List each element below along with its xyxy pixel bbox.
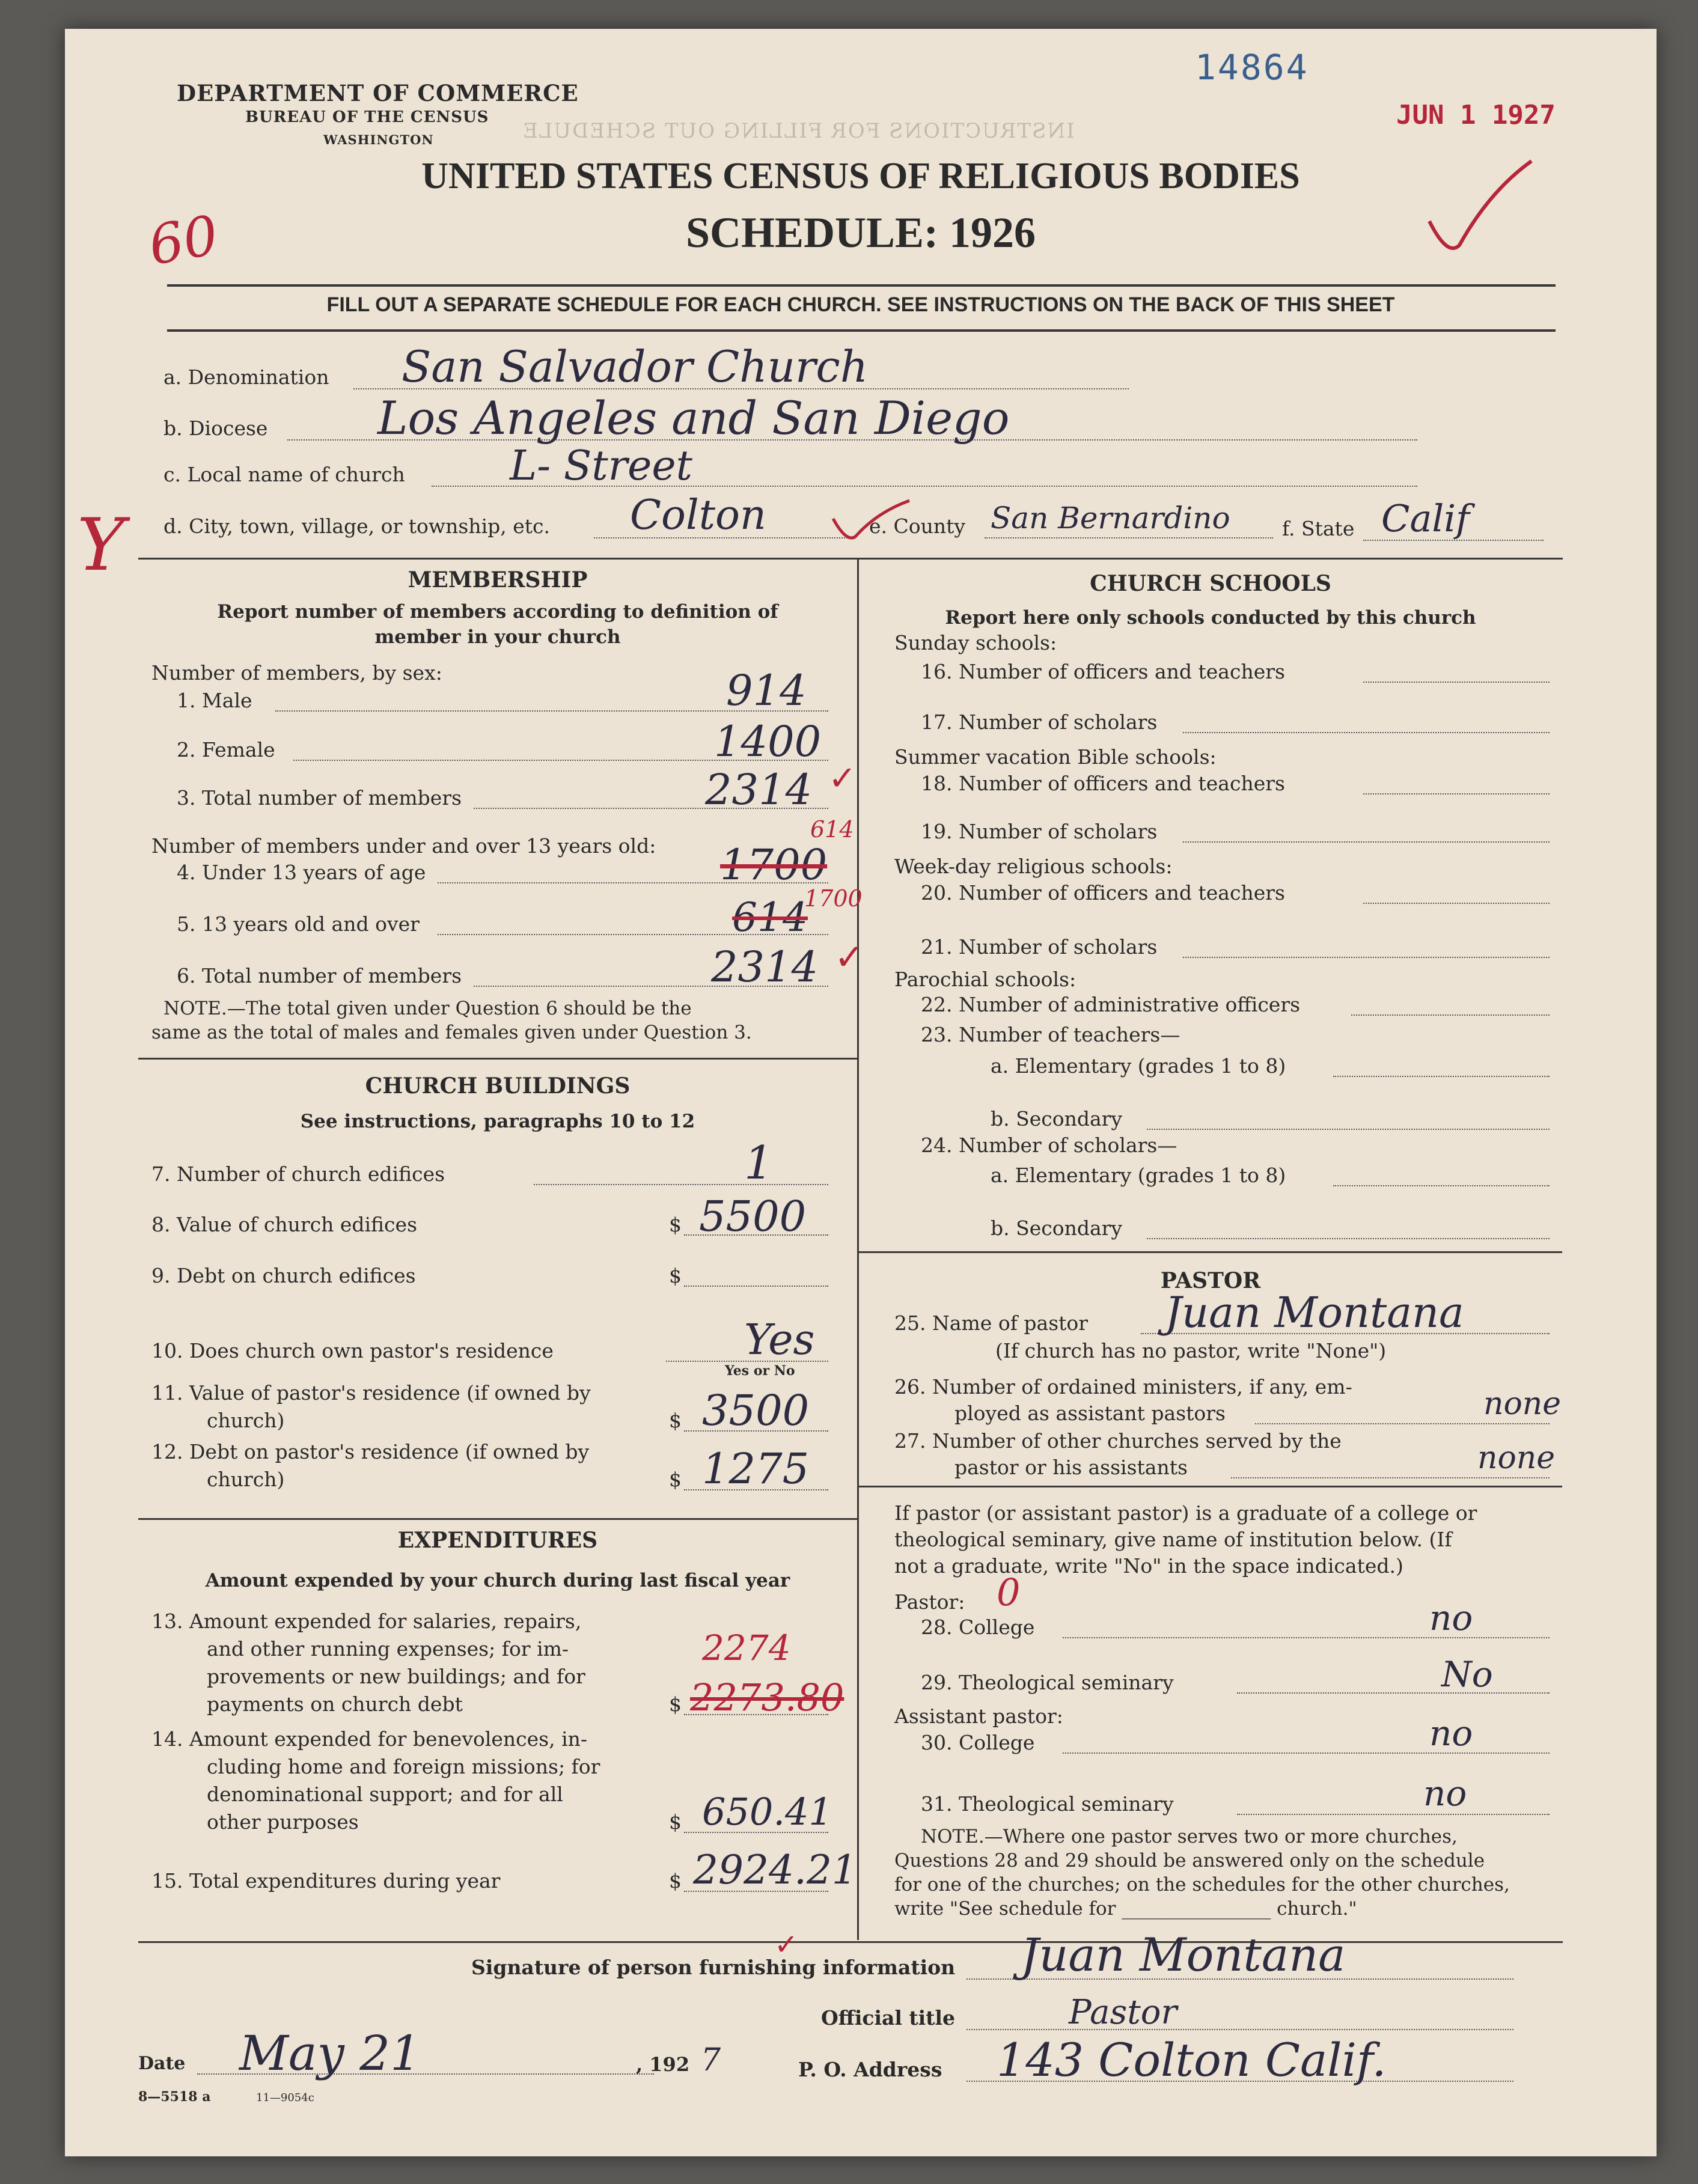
q5-correction: 1700 xyxy=(804,885,863,912)
pastor-note-2: Questions 28 and 29 should be answered only on the schedule xyxy=(894,1850,1485,1871)
expenditures-subheading: Amount expended by your church during last fiscal year xyxy=(205,1570,790,1591)
q23-label: 23. Number of teachers— xyxy=(921,1023,1180,1046)
q12-label: 12. Debt on pastor's residence (if owned by xyxy=(151,1440,590,1463)
membership-subheading-2: member in your church xyxy=(374,626,621,648)
city-value: Colton xyxy=(630,492,766,539)
county-line xyxy=(985,537,1273,538)
q27-label: 27. Number of other churches served by the xyxy=(894,1429,1342,1453)
q11-label-2: church) xyxy=(207,1409,285,1432)
q3-label: 3. Total number of members xyxy=(177,786,462,810)
q6-value: 2314 xyxy=(711,942,819,992)
form-title: UNITED STATES CENSUS OF RELIGIOUS BODIES xyxy=(421,156,1300,197)
membership-subheading: Report number of members according to definition of xyxy=(217,601,778,623)
members-by-age-label: Number of members under and over 13 years old: xyxy=(151,834,656,858)
signature-label: Signature of person furnishing information xyxy=(471,1956,956,1979)
q8-label: 8. Value of church edifices xyxy=(151,1213,418,1236)
graduate-instruction-3: not a graduate, write "No" in the space indicated.) xyxy=(894,1554,1403,1578)
q24b-line xyxy=(1147,1238,1550,1239)
schools-heading: CHURCH SCHOOLS xyxy=(1090,571,1331,596)
pastor-note-3: for one of the churches; on the schedules for the other churches, xyxy=(894,1874,1510,1896)
q13-value: 2273.80 xyxy=(690,1676,844,1719)
date-value: May 21 xyxy=(239,2025,421,2081)
yes-no-hint: Yes or No xyxy=(725,1363,795,1379)
q23b-label: b. Secondary xyxy=(991,1107,1123,1130)
q21-line xyxy=(1183,957,1550,958)
q28-value: no xyxy=(1429,1597,1473,1638)
q29-line xyxy=(1237,1692,1550,1694)
q7-value: 1 xyxy=(744,1136,774,1189)
state-label: f. State xyxy=(1282,517,1355,540)
state-value: Calif xyxy=(1381,496,1470,540)
denomination-label: a. Denomination xyxy=(163,365,329,389)
q9-dollar: $ xyxy=(669,1264,682,1287)
print-number: 11—9054c xyxy=(256,2091,314,2104)
year-prefix: , 192 xyxy=(636,2053,690,2076)
q20-label: 20. Number of officers and teachers xyxy=(921,881,1285,904)
annotation-top-left: 60 xyxy=(144,203,223,278)
official-title-label: Official title xyxy=(821,2006,955,2030)
q14-label-2: cluding home and foreign missions; for xyxy=(207,1755,600,1778)
pastor-note: NOTE.—Where one pastor serves two or more churches, xyxy=(921,1826,1458,1847)
q11-label: 11. Value of pastor's residence (if owned by xyxy=(151,1381,591,1405)
schools-rule xyxy=(859,1251,1562,1253)
q12-label-2: church) xyxy=(207,1468,285,1491)
q26-value: none xyxy=(1483,1386,1562,1422)
year-digit: 7 xyxy=(701,2042,721,2078)
schedule-form xyxy=(65,29,1657,2156)
q11-dollar: $ xyxy=(669,1409,682,1432)
q26-label-2: ployed as assistant pastors xyxy=(954,1402,1226,1425)
diocese-value: Los Angeles and San Diego xyxy=(377,391,1010,445)
header-rule-top xyxy=(167,284,1556,287)
q31-value: no xyxy=(1423,1773,1467,1814)
assistant-pastor-label: Assistant pastor: xyxy=(894,1704,1063,1728)
received-date-stamp: JUN 1 1927 xyxy=(1396,100,1556,130)
q25-note: (If church has no pastor, write "None") xyxy=(995,1339,1387,1362)
signature-value: Juan Montana xyxy=(1021,1928,1346,1981)
pastor-note-4: write "See schedule for ________________ church." xyxy=(894,1898,1357,1920)
q23a-label: a. Elementary (grades 1 to 8) xyxy=(991,1054,1286,1078)
q22-label: 22. Number of administrative officers xyxy=(921,993,1301,1016)
q18-label: 18. Number of officers and teachers xyxy=(921,772,1285,795)
q6-label: 6. Total number of members xyxy=(177,964,462,987)
q10-value: Yes xyxy=(744,1315,815,1364)
membership-heading: MEMBERSHIP xyxy=(408,567,588,593)
sunday-schools-label: Sunday schools: xyxy=(894,631,1057,654)
q12-value: 1275 xyxy=(702,1444,810,1493)
pastor-heading: PASTOR xyxy=(1160,1268,1261,1293)
q26-line xyxy=(1255,1423,1550,1424)
q30-line xyxy=(1063,1752,1550,1754)
q15-label: 15. Total expenditures during year xyxy=(151,1869,501,1893)
q15-value: 2924.21 xyxy=(693,1847,857,1893)
q1-label: 1. Male xyxy=(177,689,252,712)
q7-line xyxy=(534,1184,828,1185)
date-label: Date xyxy=(138,2053,186,2074)
membership-note-2: same as the total of males and females given under Question 3. xyxy=(151,1022,752,1043)
q13-label: 13. Amount expended for salaries, repairs, xyxy=(151,1609,582,1633)
buildings-heading: CHURCH BUILDINGS xyxy=(365,1073,631,1099)
po-address-value: 143 Colton Calif. xyxy=(997,2033,1387,2087)
q14-dollar: $ xyxy=(669,1810,682,1834)
q7-label: 7. Number of church edifices xyxy=(151,1162,445,1186)
official-title-line xyxy=(967,2029,1513,2030)
q31-label: 31. Theological seminary xyxy=(921,1792,1174,1816)
q22-line xyxy=(1351,1014,1550,1016)
official-title-value: Pastor xyxy=(1069,1993,1177,2032)
bottom-checkmark: ✓ xyxy=(774,1928,799,1962)
local-name-value: L- Street xyxy=(510,442,692,490)
q16-label: 16. Number of officers and teachers xyxy=(921,660,1285,683)
q24b-label: b. Secondary xyxy=(991,1216,1123,1240)
q4-label: 4. Under 13 years of age xyxy=(177,861,426,884)
q29-label: 29. Theological seminary xyxy=(921,1671,1174,1694)
city-label: d. City, town, village, or township, etc. xyxy=(163,514,551,538)
bureau-city: WASHINGTON xyxy=(323,132,434,147)
buildings-subheading: See instructions, paragraphs 10 to 12 xyxy=(300,1111,695,1132)
q24-label: 24. Number of scholars— xyxy=(921,1133,1177,1157)
po-address-label: P. O. Address xyxy=(798,2058,942,2081)
q18-line xyxy=(1363,793,1550,795)
weekday-schools-label: Week-day religious schools: xyxy=(894,855,1173,878)
q15-dollar: $ xyxy=(669,1869,682,1893)
q28-line xyxy=(1063,1637,1550,1638)
q9-line xyxy=(684,1286,828,1287)
header-rule-bottom xyxy=(167,329,1556,332)
q8-dollar: $ xyxy=(669,1213,682,1236)
annotation-margin-left: Y xyxy=(77,504,125,587)
q12-dollar: $ xyxy=(669,1468,682,1491)
q31-line xyxy=(1237,1814,1550,1815)
q13-dollar: $ xyxy=(669,1692,682,1716)
q13-label-2: and other running expenses; for im- xyxy=(207,1637,569,1661)
parochial-schools-label: Parochial schools: xyxy=(894,968,1077,991)
q21-label: 21. Number of scholars xyxy=(921,935,1158,959)
separate-schedule-instruction: FILL OUT A SEPARATE SCHEDULE FOR EACH CHURCH. SEE INSTRUCTIONS ON THE BACK OF THIS SHEET xyxy=(326,293,1395,316)
q30-value: no xyxy=(1429,1713,1473,1754)
schools-subheading: Report here only schools conducted by this church xyxy=(945,607,1476,629)
membership-rule xyxy=(138,1058,857,1060)
q9-label: 9. Debt on church edifices xyxy=(151,1264,416,1287)
q14-label-4: other purposes xyxy=(207,1810,359,1834)
q10-label: 10. Does church own pastor's residence xyxy=(151,1339,554,1362)
department-name: DEPARTMENT OF COMMERCE xyxy=(177,80,579,106)
pastor-mark: 0 xyxy=(997,1570,1021,1614)
county-label: e. County xyxy=(869,514,966,538)
members-by-sex-label: Number of members, by sex: xyxy=(151,661,442,685)
buildings-rule xyxy=(138,1518,857,1520)
q4-value: 1700 xyxy=(720,840,828,889)
local-name-label: c. Local name of church xyxy=(163,463,405,486)
bleed-through-heading: INSTRUCTIONS FOR FILLING OUT SCHEDULE xyxy=(522,119,1075,143)
file-number-stamp: 14864 xyxy=(1195,47,1309,88)
q1-value: 914 xyxy=(726,666,807,715)
pastor-rule xyxy=(859,1486,1562,1487)
q11-value: 3500 xyxy=(702,1386,810,1435)
q23b-line xyxy=(1147,1129,1550,1130)
expenditures-heading: EXPENDITURES xyxy=(397,1528,598,1553)
q27-value: none xyxy=(1477,1440,1556,1476)
q2-label: 2. Female xyxy=(177,738,275,761)
q26-label: 26. Number of ordained ministers, if any, em- xyxy=(894,1375,1352,1399)
q8-value: 5500 xyxy=(699,1192,807,1241)
q27-line xyxy=(1231,1477,1550,1478)
q5-value: 614 xyxy=(732,894,808,941)
summer-schools-label: Summer vacation Bible schools: xyxy=(894,745,1217,769)
county-value: San Bernardino xyxy=(991,501,1230,535)
denomination-value: San Salvador Church xyxy=(402,341,869,392)
pastor-label: Pastor: xyxy=(894,1590,965,1614)
q2-value: 1400 xyxy=(714,717,822,766)
membership-note: NOTE.—The total given under Question 6 should be the xyxy=(163,998,692,1019)
checkmark-icon: ✓ xyxy=(834,936,865,978)
q5-label: 5. 13 years old and over xyxy=(177,912,420,936)
q13-label-3: provements or new buildings; and for xyxy=(207,1665,585,1688)
q19-label: 19. Number of scholars xyxy=(921,820,1158,843)
q27-label-2: pastor or his assistants xyxy=(954,1456,1188,1479)
q14-value: 650.41 xyxy=(702,1790,832,1834)
q29-value: No xyxy=(1441,1654,1493,1695)
q16-line xyxy=(1363,682,1550,683)
pastor-name-value: Juan Montana xyxy=(1165,1288,1464,1337)
bureau-name: BUREAU OF THE CENSUS xyxy=(245,108,489,126)
q3-value: 2314 xyxy=(705,765,813,814)
q17-line xyxy=(1183,732,1550,733)
diocese-label: b. Diocese xyxy=(163,416,268,440)
schedule-year: SCHEDULE: 1926 xyxy=(685,209,1036,257)
q13-label-4: payments on church debt xyxy=(207,1692,463,1716)
q24a-line xyxy=(1333,1185,1550,1186)
form-number: 8—5518 a xyxy=(138,2089,211,2105)
q20-line xyxy=(1363,903,1550,904)
section-rule-bottom xyxy=(138,1941,1563,1943)
column-divider xyxy=(857,558,859,1940)
q30-label: 30. College xyxy=(921,1731,1035,1754)
q14-label-3: denominational support; and for all xyxy=(207,1783,563,1806)
q25-label: 25. Name of pastor xyxy=(894,1311,1089,1335)
q19-line xyxy=(1183,841,1550,843)
q23a-line xyxy=(1333,1076,1550,1077)
q17-label: 17. Number of scholars xyxy=(921,710,1158,734)
graduate-instruction-2: theological seminary, give name of institution below. (If xyxy=(894,1528,1452,1551)
q28-label: 28. College xyxy=(921,1615,1035,1639)
q13-correction: 2274 xyxy=(702,1627,791,1668)
q14-label: 14. Amount expended for benevolences, in- xyxy=(151,1727,588,1751)
q24a-label: a. Elementary (grades 1 to 8) xyxy=(991,1164,1286,1187)
graduate-instruction: If pastor (or assistant pastor) is a graduate of a college or xyxy=(894,1501,1477,1525)
section-rule-top xyxy=(138,558,1563,560)
q4-correction: 614 xyxy=(810,816,854,843)
checkmark-icon: ✓ xyxy=(828,759,857,798)
